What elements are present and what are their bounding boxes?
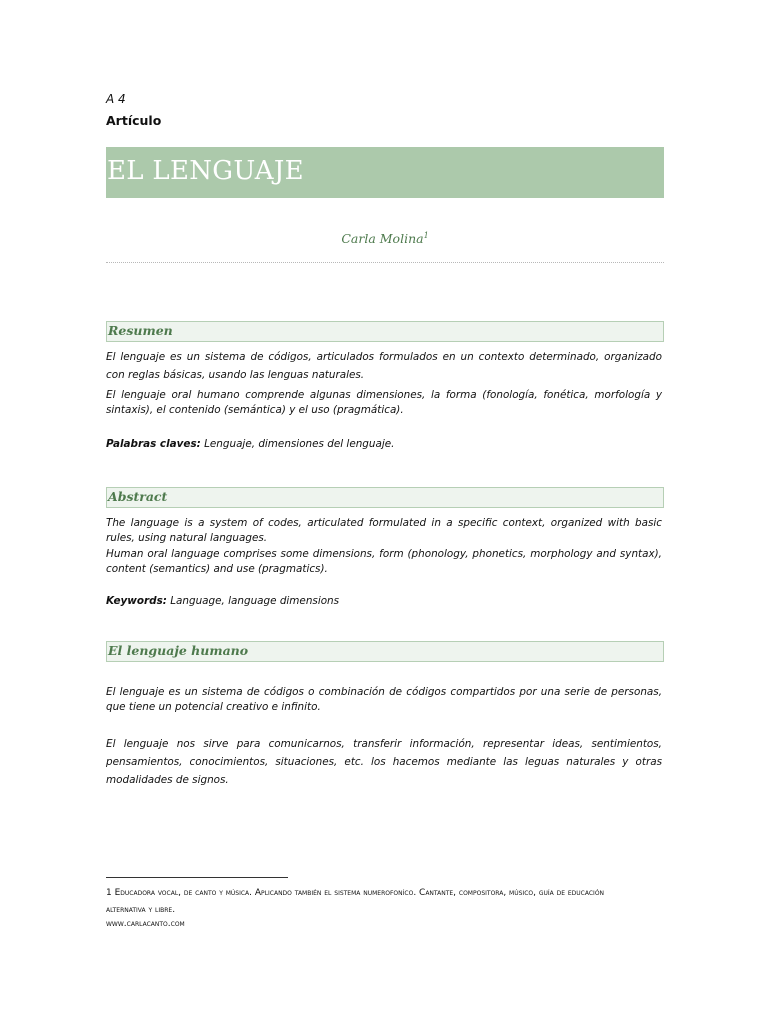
footnote-separator [106, 877, 288, 878]
lenguaje-humano-paragraph-1: El lenguaje es un sistema de códigos o combinación de códigos compartidos por una serie de personas, que tiene un potencial creativo e infinito. [106, 686, 662, 713]
document-type-label: Artículo [106, 113, 162, 128]
resumen-heading-text: Resumen [108, 323, 173, 338]
resumen-paragraph-2: El lenguaje oral humano comprende algunas dimensiones, la forma (fonología, fonética, morfología y sintaxis), el contenido (semántica) y el uso (pragmática). [106, 389, 662, 416]
keywords-text: Language, language dimensions [166, 595, 340, 607]
footnote-url: www.carlacanto.com [106, 919, 185, 929]
footnote-text: 1 Educadora vocal, de canto y música. Aplicando también el sistema numerofoníco. Cantante, compositora, músico, guía de educación alternativa y libre. [106, 888, 605, 915]
abstract-heading-text: Abstract [108, 489, 168, 504]
abstract-paragraph-2: Human oral language comprises some dimensions, form (phonology, phonetics, morphology and syntax), content (semantics) and use (pragmatics). [106, 548, 662, 575]
resumen-paragraph-1: El lenguaje es un sistema de códigos, articulados formulados en un contexto determinado, organizado con reglas básicas, usando las lenguas naturales. [106, 351, 662, 381]
lenguaje-humano-paragraph-2: El lenguaje nos sirve para comunicarnos, transferir información, representar ideas, sentimientos, pensamientos, conocimientos, situaciones, etc. los hacemos mediante las leguas naturales y otras modalidades de signos. [106, 738, 662, 786]
keywords-label: Palabras claves: [106, 438, 201, 450]
author-name: Carla Molina [341, 231, 424, 247]
page-title: EL LENGUAJE [107, 156, 304, 186]
resumen-heading [106, 321, 664, 342]
title-banner [106, 147, 664, 198]
section-code: A 4 [106, 92, 126, 106]
dotted-divider [106, 262, 664, 263]
abstract-heading [106, 487, 664, 508]
keywords-label: Keywords: [106, 595, 167, 607]
author-line [106, 231, 664, 246]
resumen-keywords [106, 438, 662, 450]
footnote-mark: 1 [423, 231, 429, 240]
lenguaje-humano-heading [106, 641, 664, 662]
lenguaje-humano-heading-text: El lenguaje humano [108, 643, 249, 658]
abstract-paragraph-1: The language is a system of codes, articulated formulated in a specific context, organized with basic rules, using natural languages. [106, 517, 662, 544]
keywords-text: Lenguaje, dimensiones del lenguaje. [200, 438, 395, 450]
abstract-keywords [106, 595, 662, 607]
